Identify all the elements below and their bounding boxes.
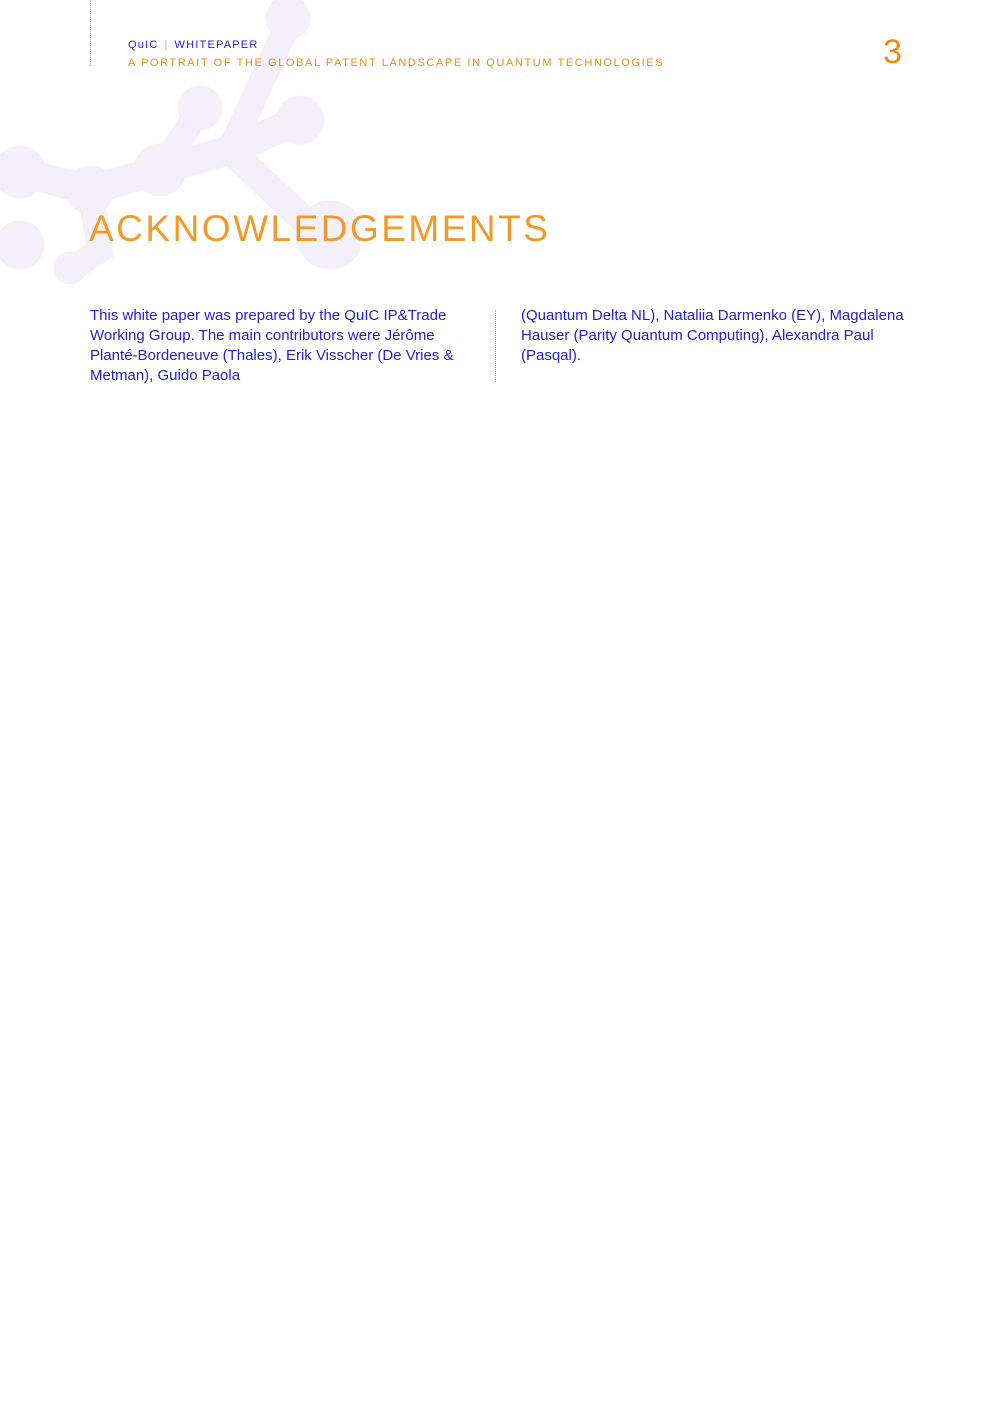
body-column-left: This white paper was prepared by the QuIC IP&Trade Working Group. The main contributors were Jérôme Planté-Bordeneuve (Thales), Erik Visscher (De Vries & Metman), Guido Paola (90, 307, 454, 384)
body-column-right: (Quantum Delta NL), Nataliia Darmenko (EY), Magdalena Hauser (Parity Quantum Computing), Alexandra Paul (Pasqal). (521, 307, 904, 364)
brand-name: QuIC (128, 39, 159, 51)
running-header (128, 38, 664, 70)
header-dotted-rule (90, 0, 91, 66)
document-subtitle: A PORTRAIT OF THE GLOBAL PATENT LANDSCAPE IN QUANTUM TECHNOLOGIES (128, 57, 665, 69)
column-divider (495, 310, 496, 382)
header-brand-line (128, 38, 664, 52)
page-number: 3 (883, 33, 902, 71)
document-type: WHITEPAPER (174, 39, 259, 51)
header-separator: | (164, 39, 169, 51)
section-title: ACKNOWLEDGEMENTS (89, 208, 551, 249)
